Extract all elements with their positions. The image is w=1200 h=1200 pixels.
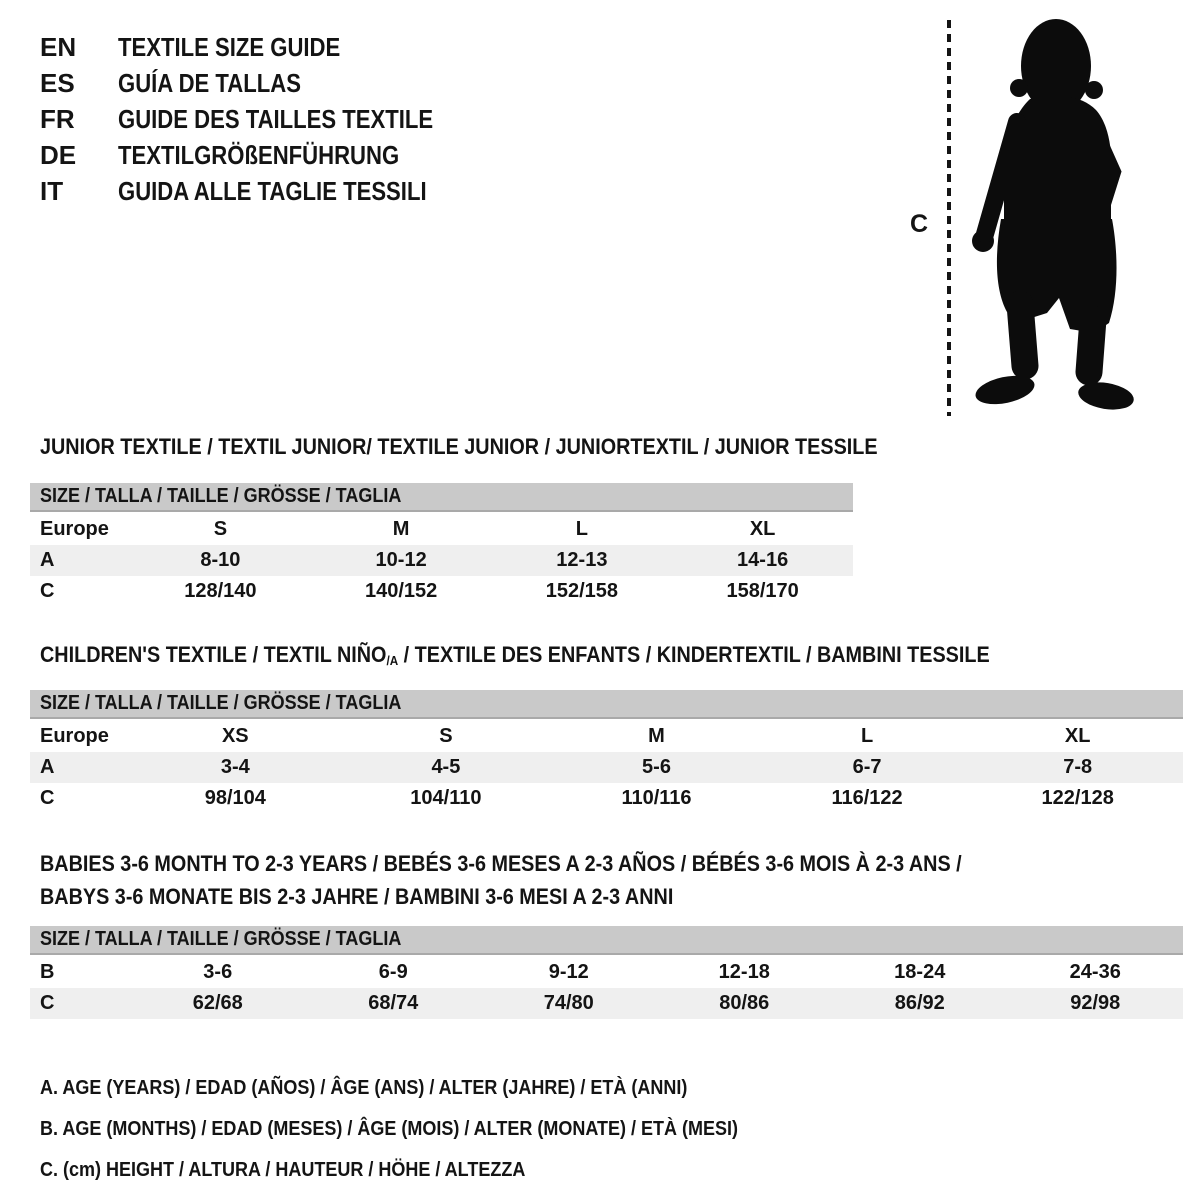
children-title-post: / TEXTILE DES ENFANTS / KINDERTEXTIL / BAMBINI TESSILE: [398, 642, 990, 667]
size-cell: 18-24: [894, 961, 946, 983]
size-cell: 116/122: [831, 787, 903, 809]
size-header-band: [30, 926, 1183, 955]
size-cell: 5-6: [642, 756, 671, 778]
size-cell: 6-7: [852, 756, 882, 778]
size-cell: 62/68: [192, 992, 243, 1014]
lang-title: GUIDE DES TAILLES TEXTILE: [118, 103, 434, 134]
junior-size-table: [30, 483, 853, 607]
legend-line-b: [40, 1109, 816, 1150]
row-label: Europe: [40, 725, 109, 747]
size-cell: 128/140: [184, 580, 257, 602]
language-title-block: [40, 29, 489, 209]
legend-line-c: [40, 1150, 816, 1191]
size-cell: 7-8: [1063, 756, 1093, 778]
lang-code: DE: [40, 139, 77, 170]
col-header: XL: [1064, 725, 1091, 747]
children-size-table: [30, 690, 1183, 814]
legend-line-a: [40, 1068, 816, 1109]
lang-row-en: [40, 29, 489, 65]
size-cell: 74/80: [543, 992, 594, 1014]
size-cell: 4-5: [431, 756, 461, 778]
row-label: A: [40, 756, 55, 778]
measure-c-label: C: [910, 210, 929, 238]
lang-row-de: [40, 137, 489, 173]
table-row: [30, 988, 1183, 1019]
col-header: L: [860, 725, 874, 747]
junior-section-title: [40, 434, 971, 460]
size-cell: 140/152: [364, 580, 438, 602]
size-cell: 3-4: [220, 756, 250, 778]
lang-code: FR: [40, 103, 75, 134]
children-title-sub: /A: [386, 653, 399, 668]
col-header: XL: [749, 518, 776, 540]
babies-size-table: [30, 926, 1183, 1019]
col-header: S: [213, 518, 228, 540]
size-cell: 110/116: [621, 787, 692, 809]
row-label: A: [40, 549, 55, 571]
size-cell: 68/74: [368, 992, 419, 1014]
size-header-label: SIZE / TALLA / TAILLE / GRÖSSE / TAGLIA: [40, 928, 402, 950]
row-label: B: [40, 961, 55, 983]
children-section-title-text: [40, 642, 990, 674]
lang-title: GUIDA ALLE TAGLIE TESSILI: [118, 175, 427, 206]
table-row: [30, 752, 1183, 783]
size-header-band: [30, 690, 1183, 719]
babies-section-title-line2: [40, 884, 744, 910]
size-header-label: SIZE / TALLA / TAILLE / GRÖSSE / TAGLIA: [40, 485, 402, 507]
row-label: C: [40, 787, 55, 809]
table-row: [30, 545, 853, 576]
lang-title: TEXTILGRÖßENFÜHRUNG: [118, 139, 400, 170]
legend-line-c-text: C. (cm) HEIGHT / ALTURA / HAUTEUR / HÖHE / ALTEZZA: [40, 1159, 526, 1181]
size-cell: 158/170: [726, 580, 799, 602]
table-row: [30, 783, 1183, 814]
babies-section-title-line1: [40, 851, 1064, 877]
col-header: M: [392, 518, 410, 540]
junior-section-title-text: JUNIOR TEXTILE / TEXTIL JUNIOR/ TEXTILE JUNIOR / JUNIORTEXTIL / JUNIOR TESSILE: [40, 434, 878, 459]
height-dashed-line: [947, 20, 951, 416]
height-measure-figure: [905, 14, 1145, 420]
lang-title: TEXTILE SIZE GUIDE: [118, 31, 341, 62]
col-header: XS: [221, 725, 249, 747]
lang-title: GUÍA DE TALLAS: [118, 67, 301, 98]
size-header-band: [30, 483, 853, 512]
table-row: [30, 576, 853, 607]
lang-code: ES: [40, 67, 75, 98]
children-section-title: [40, 642, 1095, 674]
size-cell: 10-12: [375, 549, 427, 571]
col-header: S: [439, 725, 453, 747]
size-cell: 104/110: [410, 787, 482, 809]
col-header: M: [648, 725, 665, 747]
legend-line-a-text: A. AGE (YEARS) / EDAD (AÑOS) / ÂGE (ANS) / ALTER (JAHRE) / ETÀ (ANNI): [40, 1077, 688, 1099]
size-cell: 24-36: [1069, 961, 1121, 983]
size-cell: 8-10: [200, 549, 241, 571]
size-cell: 80/86: [719, 992, 770, 1014]
row-label: C: [40, 580, 55, 602]
lang-row-fr: [40, 101, 489, 137]
lang-code: EN: [40, 31, 77, 62]
babies-title-line2-text: BABYS 3-6 MONATE BIS 2-3 JAHRE / BAMBINI 3-6 MESI A 2-3 ANNI: [40, 884, 674, 909]
size-header-label: SIZE / TALLA / TAILLE / GRÖSSE / TAGLIA: [40, 692, 402, 714]
size-cell: 152/158: [545, 580, 619, 602]
size-cell: 12-13: [556, 549, 608, 571]
size-cell: 3-6: [203, 961, 233, 983]
table-row: [30, 957, 1183, 988]
size-cell: 14-16: [737, 549, 789, 571]
size-cell: 9-12: [548, 961, 589, 983]
size-cell: 12-18: [718, 961, 770, 983]
size-cell: 6-9: [378, 961, 408, 983]
table-row: [30, 514, 853, 545]
col-header: L: [575, 518, 588, 540]
toddler-silhouette-icon: [960, 14, 1145, 419]
legend-line-b-text: B. AGE (MONTHS) / EDAD (MESES) / ÂGE (MOIS) / ALTER (MONATE) / ETÀ (MESI): [40, 1118, 738, 1140]
lang-row-it: [40, 173, 489, 209]
size-cell: 92/98: [1070, 992, 1121, 1014]
size-cell: 122/128: [1041, 787, 1114, 809]
size-cell: 98/104: [204, 787, 266, 809]
size-cell: 86/92: [894, 992, 945, 1014]
row-label: Europe: [40, 518, 109, 540]
lang-row-es: [40, 65, 489, 101]
children-title-pre: CHILDREN'S TEXTILE / TEXTIL NIÑO: [40, 642, 387, 667]
babies-title-line1-text: BABIES 3-6 MONTH TO 2-3 YEARS / BEBÉS 3-6 MESES A 2-3 AÑOS / BÉBÉS 3-6 MOIS À 2-3 ANS /: [40, 851, 962, 876]
measure-legend: [40, 1068, 816, 1191]
lang-code: IT: [40, 175, 64, 206]
row-label: C: [40, 992, 55, 1014]
table-row: [30, 721, 1183, 752]
